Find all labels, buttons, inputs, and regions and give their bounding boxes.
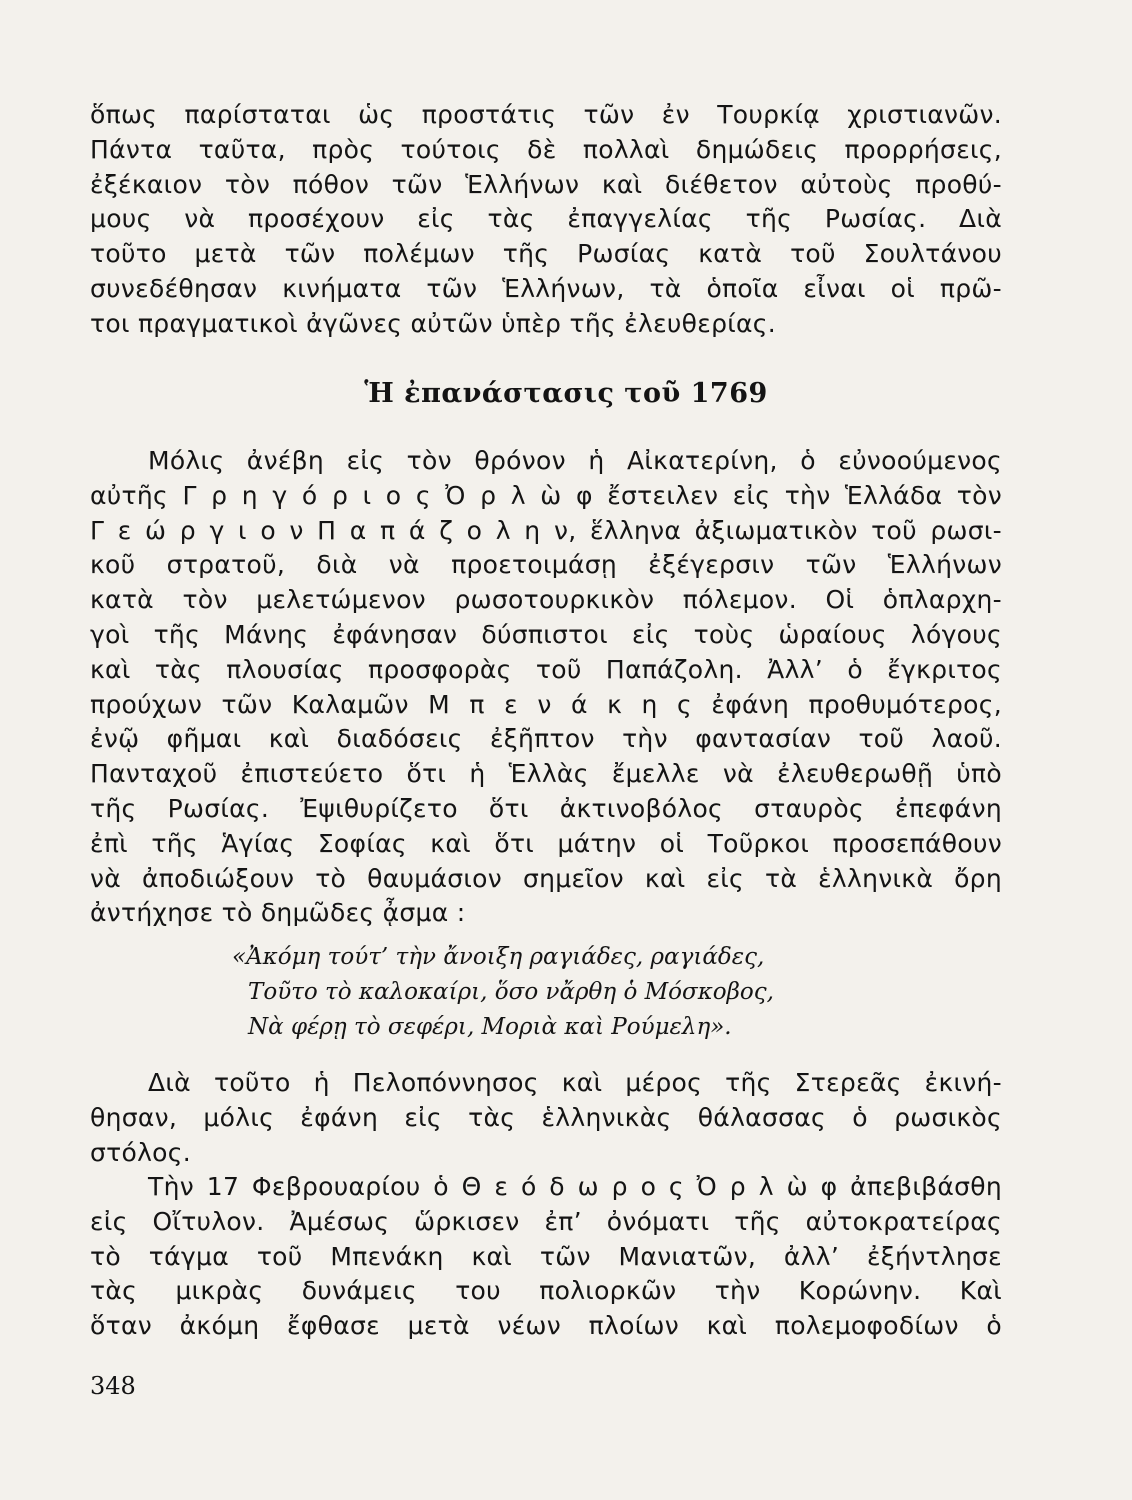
- text-line: καὶ τὰς πλουσίας προσφορὰς τοῦ Παπάζολη. Ἀλλ’ ὁ ἔγκριτος: [90, 654, 1002, 684]
- paragraph-1: [90, 444, 1002, 931]
- text-line: ἐξέκαιον τὸν πόθον τῶν Ἑλλήνων καὶ διέθετον αὐτοὺς προθύ-: [90, 169, 1002, 199]
- text-line: θησαν, μόλις ἐφάνη εἰς τὰς ἑλληνικὰς θάλασσας ὁ ρωσικὸς: [90, 1102, 1002, 1132]
- text-line: Πανταχοῦ ἐπιστεύετο ὅτι ἡ Ἑλλὰς ἔμελλε νὰ ἐλευθερωθῇ ὑπὸ: [90, 759, 1002, 789]
- text-line: ὅταν ἀκόμη ἔφθασε μετὰ νέων πλοίων καὶ πολεμοφοδίων ὁ: [90, 1311, 1002, 1341]
- text-line: ἐνῷ φῆμαι καὶ διαδόσεις ἐξῆπτον τὴν φαντασίαν τοῦ λαοῦ.: [90, 724, 1002, 754]
- text-line: γοὶ τῆς Μάνης ἐφάνησαν δύσπιστοι εἰς τοὺς ὡραίους λόγους: [90, 619, 1002, 649]
- poem-line: Τοῦτο τὸ καλοκαίρι, ὅσο νἄρθη ὁ Μόσκοβος,: [248, 979, 774, 1005]
- text-line: στόλος.: [90, 1137, 192, 1167]
- text-line: Τὴν 17 Φεβρουαρίου ὁ Θ ε ό δ ω ρ ο ς Ὀ ρ λ ὼ φ ἀπεβιβάσθη: [148, 1172, 1002, 1201]
- page-number: 348: [90, 1372, 136, 1400]
- text-line: ὅπως παρίσταται ὡς προστάτις τῶν ἐν Τουρκίᾳ χριστιανῶν.: [90, 100, 1002, 129]
- paragraph-2: [90, 1066, 1002, 1170]
- text-line: εἰς Οἴτυλον. Ἀμέσως ὥρκισεν ἐπ’ ὀνόματι τῆς αὐτοκρατείρας: [90, 1206, 1002, 1236]
- text-line: κοῦ στρατοῦ, διὰ νὰ προετοιμάσῃ ἐξέγερσιν τῶν Ἑλλήνων: [90, 550, 1002, 580]
- text-line: αὐτῆς Γ ρ η γ ό ρ ι ο ς Ὀ ρ λ ὼ φ ἔστειλεν εἰς τὴν Ἑλλάδα τὸν: [90, 480, 1002, 510]
- text-line: κατὰ τὸν μελετώμενον ρωσοτουρκικὸν πόλεμον. Οἱ ὁπλαρχη-: [90, 585, 1002, 615]
- paragraph-3: [90, 1170, 1002, 1344]
- text-line: ἐπὶ τῆς Ἁγίας Σοφίας καὶ ὅτι μάτην οἱ Τοῦρκοι προσεπάθουν: [90, 828, 1002, 858]
- text-line: Γ ε ώ ρ γ ι ο ν Π α π ά ζ ο λ η ν, ἕλληνα ἀξιωματικὸν τοῦ ρωσι-: [90, 515, 1002, 545]
- text-line: συνεδέθησαν κινήματα τῶν Ἑλλήνων, τὰ ὁποῖα εἶναι οἱ πρῶ-: [90, 273, 1002, 303]
- text-line: Διὰ τοῦτο ἡ Πελοπόννησος καὶ μέρος τῆς Στερεᾶς ἐκινή-: [148, 1068, 1002, 1097]
- text-line: νὰ ἀποδιώξουν τὸ θαυμάσιον σημεῖον καὶ εἰς τὰ ἑλληνικὰ ὄρη: [90, 863, 1002, 893]
- text-line: τῆς Ρωσίας. Ἐψιθυρίζετο ὅτι ἀκτινοβόλος σταυρὸς ἐπεφάνη: [90, 793, 1002, 823]
- text-line: Μόλις ἀνέβη εἰς τὸν θρόνον ἡ Αἰκατερίνη, ὁ εὐνοούμενος: [148, 446, 1002, 475]
- folk-song-quote: [232, 940, 774, 1045]
- poem-line: Νὰ φέρῃ τὸ σεφέρι, Μοριὰ καὶ Ρούμελη».: [248, 1014, 732, 1040]
- text-line: μους νὰ προσέχουν εἰς τὰς ἐπαγγελίας τῆς Ρωσίας. Διὰ: [90, 204, 1002, 234]
- intro-paragraph: [90, 98, 1002, 342]
- text-line: τὰς μικρὰς δυνάμεις του πολιορκῶν τὴν Κορώνην. Καὶ: [90, 1276, 1002, 1306]
- text-line: ἀντήχησε τὸ δημῶδες ᾆσμα :: [90, 898, 466, 928]
- text-line: Πάντα ταῦτα, πρὸς τούτοις δὲ πολλαὶ δημώδεις προρρήσεις,: [90, 134, 1002, 164]
- text-line: προύχων τῶν Καλαμῶν Μ π ε ν ά κ η ς ἐφάνη προθυμότερος,: [90, 689, 1002, 719]
- poem-line: «Ἀκόμη τούτ’ τὴν ἄνοιξη ραγιάδες, ραγιάδες,: [232, 944, 765, 970]
- section-heading: Ἡ ἐπανάστασις τοῦ 1769: [364, 378, 768, 409]
- text-line: τοῦτο μετὰ τῶν πολέμων τῆς Ρωσίας κατὰ τοῦ Σουλτάνου: [90, 239, 1002, 269]
- text-line: τοι πραγματικοὶ ἀγῶνες αὐτῶν ὑπὲρ τῆς ἐλευθερίας.: [90, 308, 777, 338]
- text-line: τὸ τάγμα τοῦ Μπενάκη καὶ τῶν Μανιατῶν, ἀλλ’ ἐξήντλησε: [90, 1241, 1002, 1271]
